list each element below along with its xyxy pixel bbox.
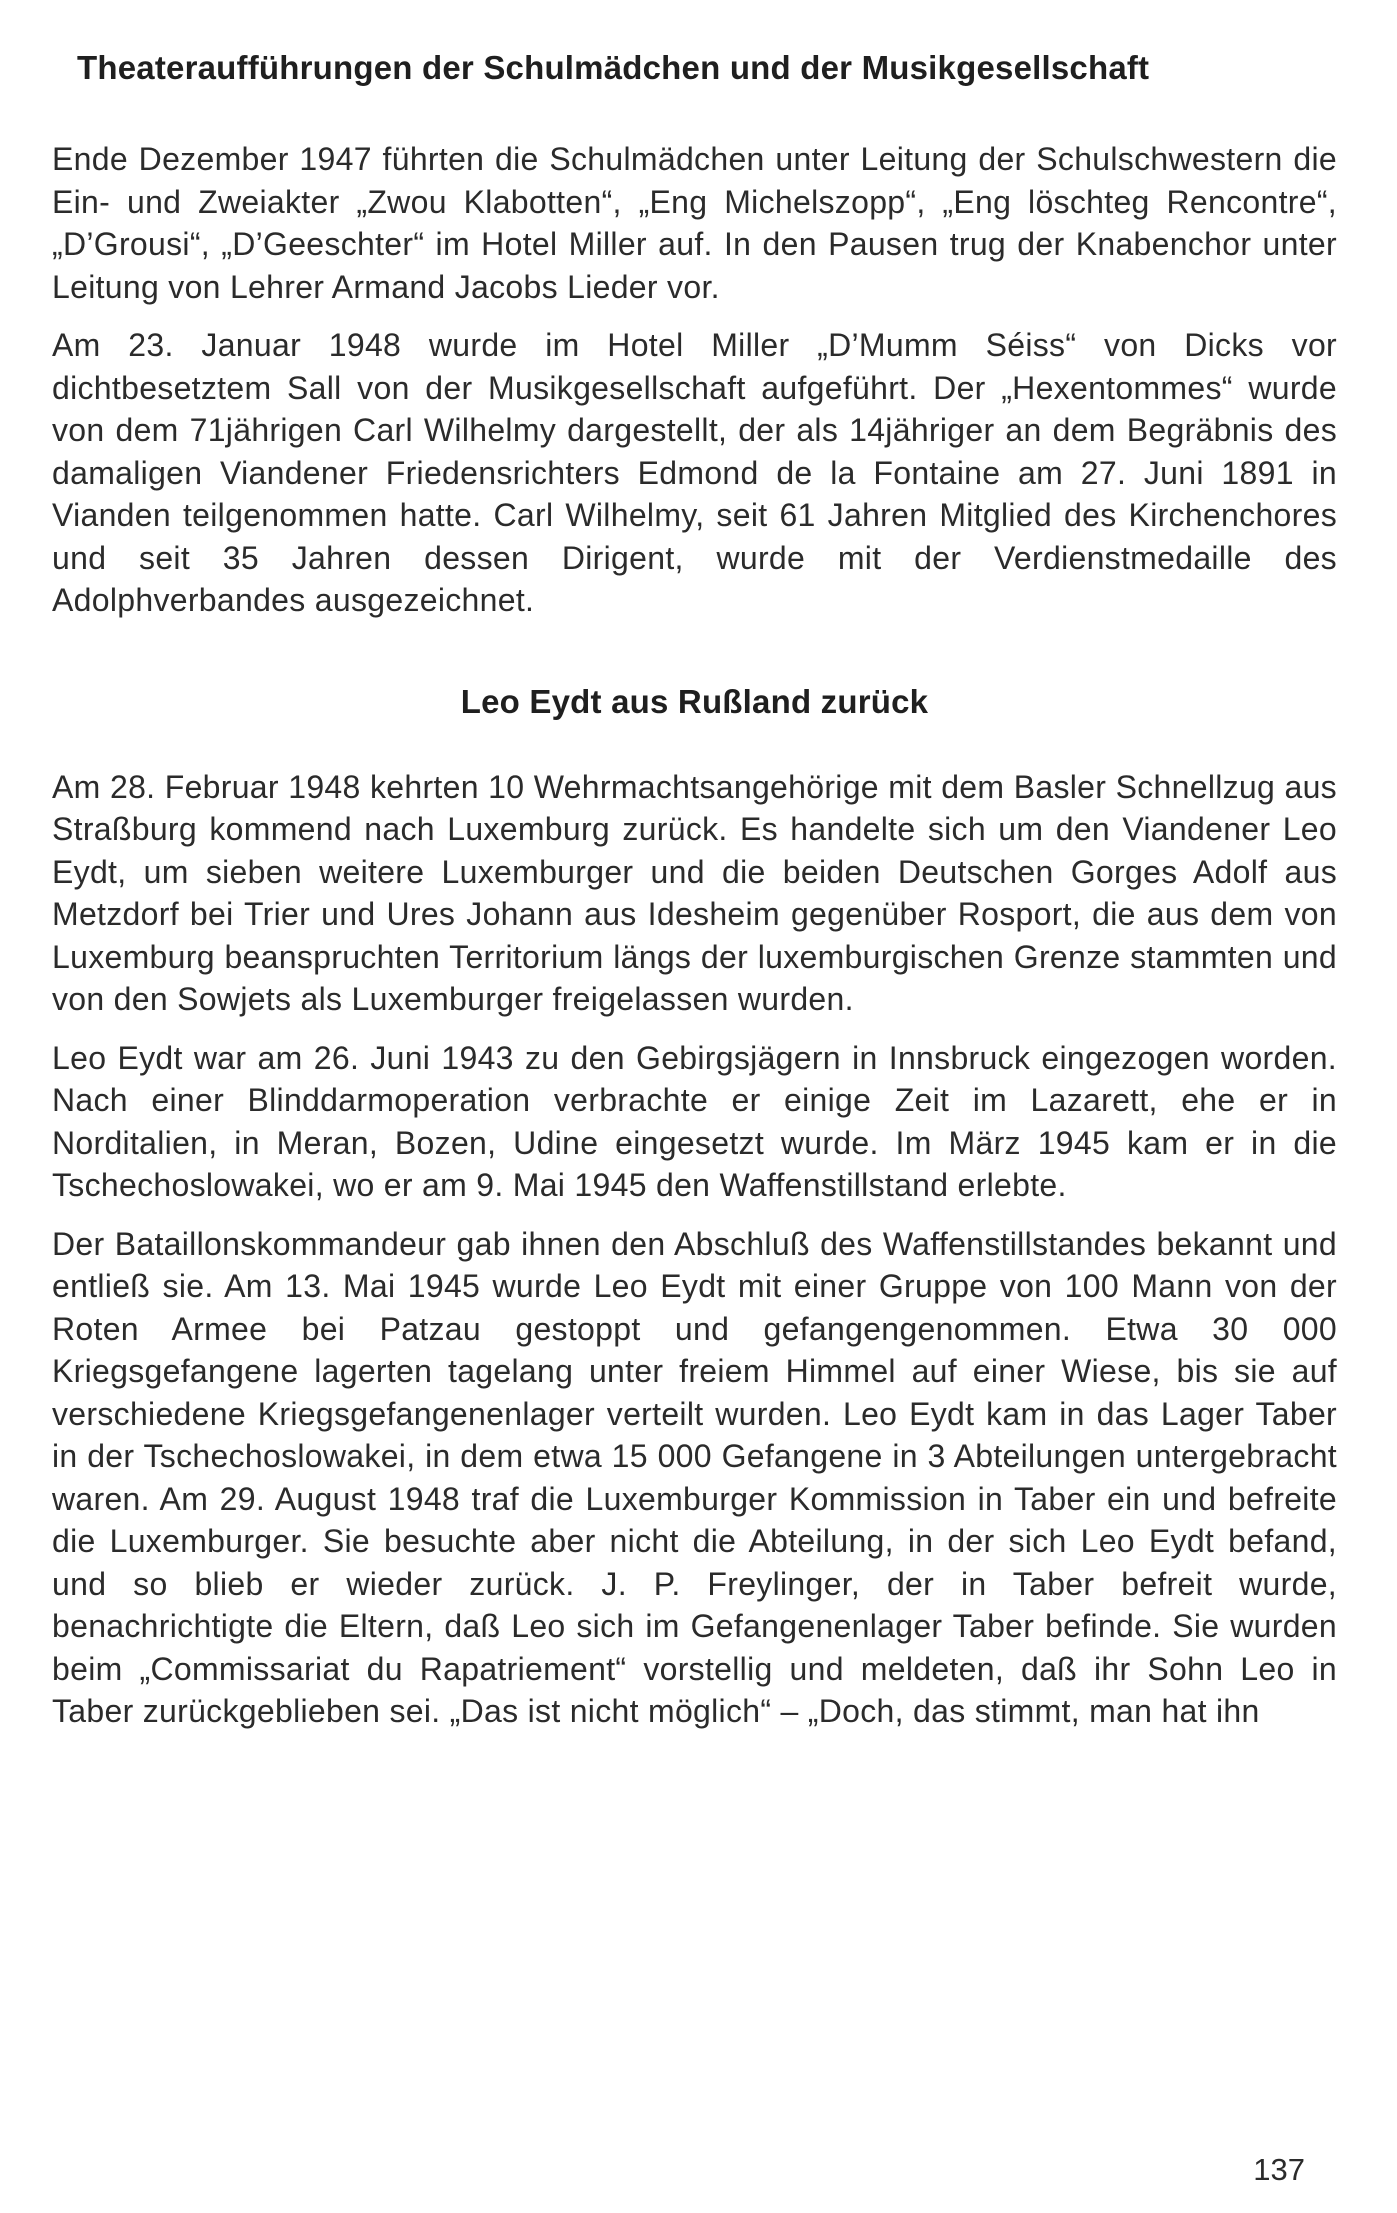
paragraph: Leo Eydt war am 26. Juni 1943 zu den Gebirgsjägern in Innsbruck eingezogen worden. Nach einer Blinddarmoperation verbrachte er einige Zeit im Lazarett, ehe er in Norditalien, in Meran, Bozen, Udine eingesetzt wurde. Im März 1945 kam er in die Tschechoslowakei, wo er am 9. Mai 1945 den Waffenstillstand erlebte. xyxy=(52,1039,1337,1203)
section-leo-eydt xyxy=(52,766,1337,1733)
paragraph: Am 23. Januar 1948 wurde im Hotel Miller „D’Mumm Séiss“ von Dicks vor dichtbesetztem Sall von der Musikgesellschaft aufgeführt. Der „Hexentommes“ wurde von dem 71jährigen Carl Wilhelmy dargestellt, der als 14jähriger an dem Begräbnis des damaligen Viandener Friedensrichters Edmond de la Fontaine am 27. Juni 1891 in Vianden teilgenommen hatte. Carl Wilhelmy, seit 61 Jahren Mitglied des Kirchenchores und seit 35 Jahren dessen Dirigent, wurde mit der Verdienstmedaille des Adolphverbandes ausgezeichnet. xyxy=(52,327,1337,618)
section-heading-leo-eydt: Leo Eydt aus Rußland zurück xyxy=(460,682,929,720)
page-number: 137 xyxy=(1253,2152,1305,2187)
paragraph: Der Bataillonskommandeur gab ihnen den Abschluß des Waffenstillstandes bekannt und entließ sie. Am 13. Mai 1945 wurde Leo Eydt mit einer Gruppe von 100 Mann von der Roten Armee bei Patzau gestoppt und gefangengenommen. Etwa 30 000 Kriegsgefangene lagerten tagelang unter freiem Himmel auf einer Wiese, bis sie auf verschiedene Kriegsgefangenenlager verteilt wurden. Leo Eydt kam in das Lager Taber in der Tschechoslowakei, in dem etwa 15 000 Gefangene in 3 Abteilungen untergebracht waren. Am 29. August 1948 traf die Luxemburger Kommission in Taber ein und befreite die Luxemburger. Sie besuchte aber nicht die Abteilung, in der sich Leo Eydt befand, und so blieb er wieder zurück. J. P. Freylinger, der in Taber befreit wurde, benachrichtigte die Eltern, daß Leo sich im Gefangenenlager Taber befinde. Sie wurden beim „Commissariat du Rapatriement“ vorstellig und meldeten, daß ihr Sohn Leo in Taber zurückgeblieben sei. „Das ist nicht möglich“ – „Doch, das stimmt, man hat ihn xyxy=(52,1225,1337,1729)
document-page xyxy=(52,48,1337,1749)
paragraph: Am 28. Februar 1948 kehrten 10 Wehrmachtsangehörige mit dem Basler Schnellzug aus Straßburg kommend nach Luxemburg zurück. Es handelte sich um den Viandener Leo Eydt, um sieben weitere Luxemburger und die beiden Deutschen Gorges Adolf aus Metzdorf bei Trier und Ures Johann aus Idesheim gegenüber Rosport, die aus dem von Luxemburg beanspruchten Territorium längs der luxemburgischen Grenze stammten und von den Sowjets als Luxemburger freigelassen wurden. xyxy=(52,768,1337,1017)
section-theater xyxy=(52,138,1337,622)
section-heading-theater: Theateraufführungen der Schulmädchen und der Musikgesellschaft xyxy=(77,49,1150,86)
paragraph: Ende Dezember 1947 führten die Schulmädchen unter Leitung der Schulschwestern die Ein- und Zweiakter „Zwou Klabotten“, „Eng Michelszopp“, „Eng löschteg Rencontre“, „D’Grousi“, „D’Geeschter“ im Hotel Miller auf. In den Pausen trug der Knabenchor unter Leitung von Lehrer Armand Jacobs Lieder vor. xyxy=(52,141,1337,305)
